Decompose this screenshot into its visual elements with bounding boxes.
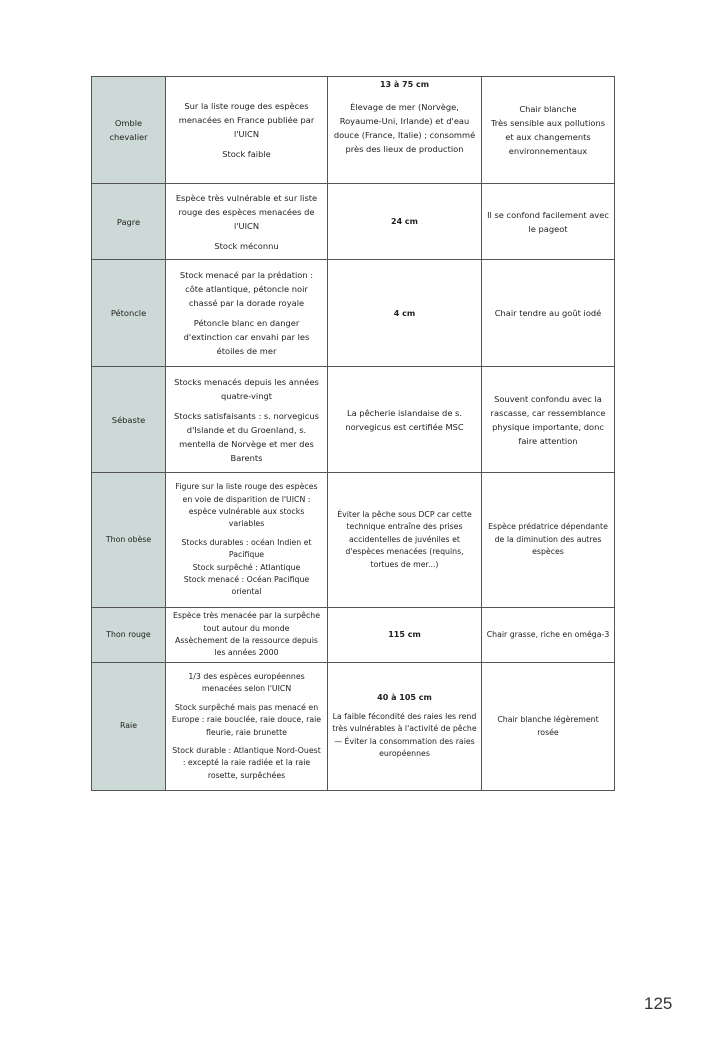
- table-row: [92, 473, 615, 608]
- size-value: 115 cm: [388, 629, 421, 639]
- notes-text: Élevage de mer (Norvège, Royaume-Uni, Irlande) et d'eau douce (France, Italie) ; consommé près des lieux de production: [333, 102, 476, 154]
- remarks-text: Très sensible aux pollutions et aux changements environnementaux: [490, 118, 606, 156]
- remarks-text: Chair blanche légèrement rosée: [497, 715, 599, 737]
- remarks-cell: [482, 77, 615, 184]
- status-cell: [166, 663, 328, 791]
- status-cell: [166, 367, 328, 473]
- notes-cell: [328, 473, 482, 608]
- remarks-text: Chair tendre au goût iodé: [494, 308, 602, 318]
- status-cell: [166, 608, 328, 663]
- species-name: Omble chevalier: [92, 77, 166, 184]
- status-text: Espèce très vulnérable et sur liste rouge des espèces menacées de l'UICN: [175, 192, 318, 231]
- species-name: Thon obèse: [92, 473, 166, 608]
- table-row: [92, 663, 615, 791]
- species-name: Pagre: [92, 184, 166, 260]
- status-text: Stocks menacés depuis les années quatre-vingt: [174, 376, 319, 401]
- remarks-cell: [482, 473, 615, 608]
- notes-text: La pêcherie islandaise de s. norvegicus est certifiée MSC: [345, 407, 464, 432]
- status-cell: [166, 77, 328, 184]
- size-value: 40 à 105 cm: [377, 693, 432, 703]
- species-table: [91, 76, 615, 791]
- status-text: Stocks satisfaisants : s. norvegicus d'Islande et du Groenland, s. mentella de Norvège et mer des Barents: [174, 410, 319, 463]
- size-cell: [328, 77, 482, 184]
- status-text: Stock menacé par la prédation : côte atlantique, pétoncle noir chassé par la dorade royale: [179, 270, 314, 308]
- status-cell: [166, 260, 328, 367]
- status-text: Stocks durables : océan Indien et Pacifique: [181, 537, 312, 560]
- status-text: Stock surpêché : Atlantique: [192, 562, 301, 572]
- size-cell: [328, 184, 482, 260]
- remarks-text: Chair grasse, riche en oméga-3: [486, 629, 610, 639]
- species-name: Sébaste: [92, 367, 166, 473]
- table-row: [92, 367, 615, 473]
- status-text: Espèce très menacée par la surpêche tout autour du monde: [172, 611, 320, 633]
- size-value: 24 cm: [391, 217, 418, 226]
- remarks-text: Espèce prédatrice dépendante de la diminution des autres espèces: [488, 522, 608, 557]
- status-cell: [166, 184, 328, 260]
- remarks-cell: [482, 260, 615, 367]
- status-text: Stock durable : Atlantique Nord-Ouest : excepté la raie radiée et la raie rosette, surpêchées: [172, 745, 321, 780]
- species-name: Thon rouge: [92, 608, 166, 663]
- table-row: [92, 260, 615, 367]
- status-text: Sur la liste rouge des espèces menacées en France publiée par l'UICN: [178, 101, 315, 139]
- notes-text: Éviter la pêche sous DCP car cette technique entraîne des prises accidentelles de juvéniles et d'espèces menacées (requins, tortues de mer...): [337, 509, 472, 569]
- remarks-text: Il se confond facilement avec le pageot: [487, 209, 609, 234]
- page-number: 125: [644, 994, 673, 1013]
- status-text: 1/3 des espèces européennes menacées selon l'UICN: [188, 671, 305, 694]
- size-cell: [328, 663, 482, 791]
- table-row: [92, 608, 615, 663]
- remarks-text: Chair blanche: [519, 104, 577, 114]
- size-cell: [328, 608, 482, 663]
- size-value: 4 cm: [393, 308, 416, 318]
- remarks-text: Souvent confondu avec la rascasse, car ressemblance physique importante, donc faire attention: [490, 393, 606, 446]
- status-text: Stock faible: [222, 149, 271, 159]
- notes-text: La faible fécondité des raies les rend très vulnérables à l'activité de pêche — Éviter la consommation des raies européennes: [332, 711, 477, 759]
- status-text: Stock surpêché mais pas menacé en Europe : raie bouclée, raie douce, raie fleurie, raie brunette: [171, 702, 322, 737]
- status-cell: [166, 473, 328, 608]
- size-value: 13 à 75 cm: [379, 80, 430, 89]
- remarks-cell: [482, 184, 615, 260]
- status-text: Stock méconnu: [214, 240, 279, 251]
- status-text: Pétoncle blanc en danger d'extinction car envahi par les étoiles de mer: [183, 318, 310, 356]
- notes-cell: [328, 367, 482, 473]
- size-cell: [328, 260, 482, 367]
- species-name: Pétoncle: [92, 260, 166, 367]
- remarks-cell: [482, 608, 615, 663]
- status-text: Assèchement de la ressource depuis les années 2000: [175, 636, 318, 658]
- status-text: Figure sur la liste rouge des espèces en voie de disparition de l'UICN : espèce vulnérable aux stocks variables: [175, 482, 318, 529]
- table-row: [92, 77, 615, 184]
- species-name: Raie: [92, 663, 166, 791]
- remarks-cell: [482, 367, 615, 473]
- table-row: [92, 184, 615, 260]
- status-text: Stock menacé : Océan Pacifique oriental: [183, 575, 310, 597]
- remarks-cell: [482, 663, 615, 791]
